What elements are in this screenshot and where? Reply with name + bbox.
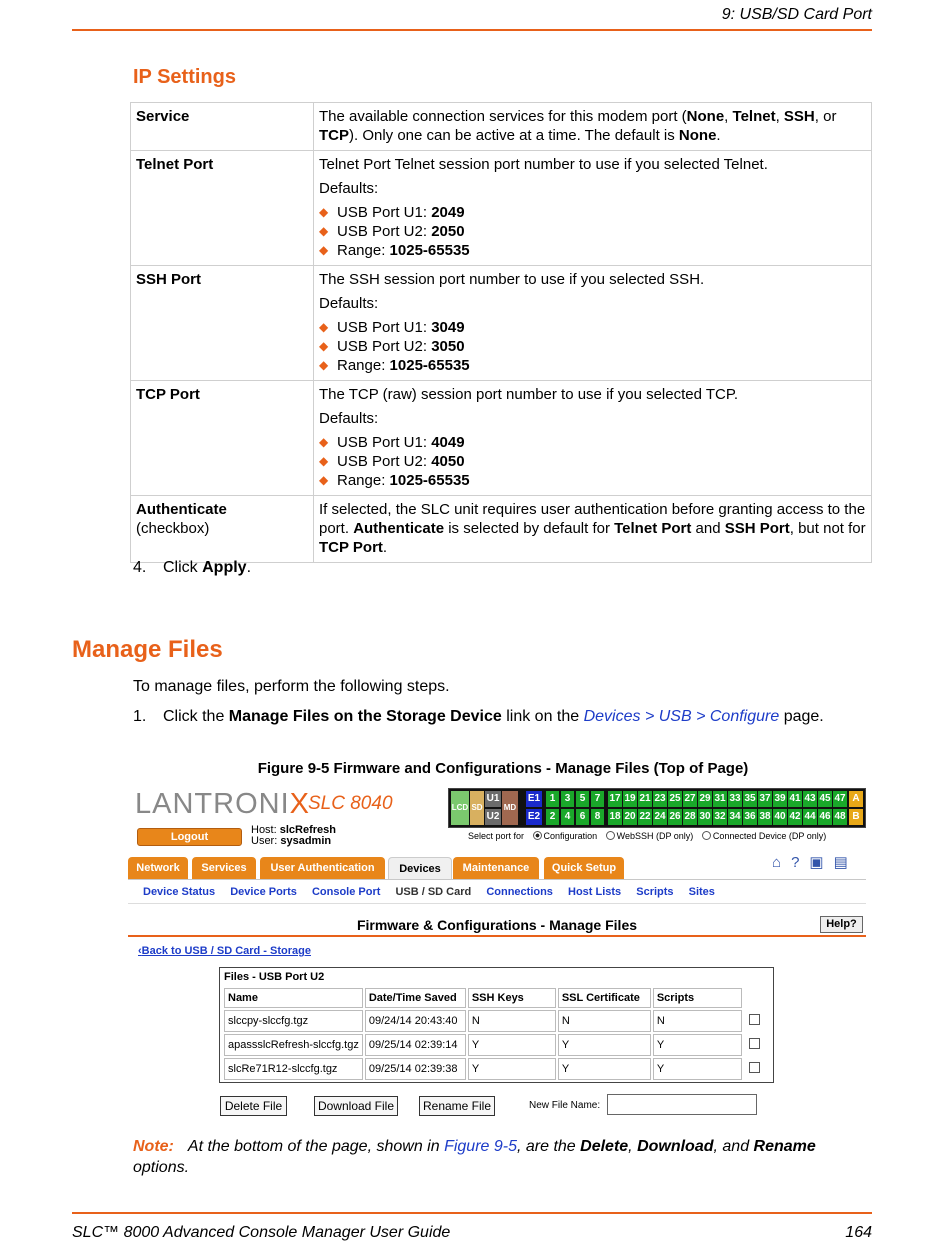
home-icon[interactable]: ⌂	[772, 854, 782, 871]
port-31[interactable]: 31	[713, 791, 727, 807]
table-row: apassslcRefresh-slccfg.tgz 09/25/14 02:39:14 Y Y Y	[224, 1034, 766, 1056]
configure-link[interactable]: Devices > USB > Configure	[583, 708, 780, 725]
port-6[interactable]: 6	[576, 809, 589, 825]
help-button[interactable]: Help?	[820, 916, 863, 933]
port-19[interactable]: 19	[623, 791, 637, 807]
table-row	[131, 266, 872, 381]
column-header: Scripts	[653, 988, 742, 1008]
row-desc: The TCP (raw) session port number to use if you selected TCP. Defaults: ◆ USB Port U1: 4049 ◆ USB Port U2: 4050 ◆ Range: 1025-65535	[314, 381, 872, 496]
ip-settings-heading: IP Settings	[133, 66, 236, 88]
port-42[interactable]: 42	[788, 809, 802, 825]
tab-devices[interactable]: Devices	[388, 857, 452, 879]
table-row	[131, 103, 872, 151]
port-18[interactable]: 18	[608, 809, 622, 825]
model-name: SLC 8040	[308, 793, 393, 814]
row-checkbox[interactable]	[749, 1014, 760, 1025]
host-info: Host: slcRefresh User: sysadmin	[251, 824, 336, 847]
port-7[interactable]: 7	[591, 791, 604, 807]
tab-user-authentication[interactable]: User Authentication	[260, 857, 385, 879]
row-desc: The available connection services for this modem port (None, Telnet, SSH, or TCP). Only one can be active at a time. The default is None.	[314, 103, 872, 151]
port-3[interactable]: 3	[561, 791, 574, 807]
port-5[interactable]: 5	[576, 791, 589, 807]
port-46[interactable]: 46	[818, 809, 832, 825]
footer-rule	[72, 1212, 872, 1214]
row-name: Authenticate	[136, 501, 227, 518]
row-desc: The SSH session port number to use if you selected SSH. Defaults: ◆ USB Port U1: 3049 ◆ USB Port U2: 3050 ◆ Range: 1025-65535	[314, 266, 872, 381]
port-22[interactable]: 22	[638, 809, 652, 825]
subnav-device-status[interactable]: Device Status	[143, 886, 216, 898]
tab-services[interactable]: Services	[192, 857, 256, 879]
intro-text: To manage files, perform the following steps.	[133, 678, 450, 695]
column-header: Date/Time Saved	[365, 988, 466, 1008]
row-name: Service	[136, 108, 190, 125]
port-48[interactable]: 48	[833, 809, 847, 825]
print-icon[interactable]: ▤	[833, 854, 848, 871]
tab-divider	[128, 879, 866, 880]
port-40[interactable]: 40	[773, 809, 787, 825]
new-file-name-label: New File Name:	[529, 1100, 601, 1111]
figure-link[interactable]: Figure 9-5	[444, 1138, 517, 1155]
title-rule	[128, 935, 866, 937]
port-36[interactable]: 36	[743, 809, 757, 825]
subnav-scripts[interactable]: Scripts	[636, 886, 674, 898]
port-sd[interactable]: SD	[470, 791, 484, 825]
header-rule	[72, 29, 872, 31]
list-item: ◆ USB Port U2: 3050	[319, 337, 866, 356]
manage-files-heading: Manage Files	[72, 636, 223, 663]
port-md[interactable]: MD	[502, 791, 518, 825]
port-21[interactable]: 21	[638, 791, 652, 807]
help-icon[interactable]: ?	[791, 854, 800, 871]
subnav-sites[interactable]: Sites	[688, 886, 715, 898]
note: Note: At the bottom of the page, shown in Figure 9-5, are the Delete, Download, and Rename options.	[133, 1138, 816, 1176]
port-33[interactable]: 33	[728, 791, 742, 807]
port-43[interactable]: 43	[803, 791, 817, 807]
radio-configuration[interactable]	[533, 831, 542, 840]
port-8[interactable]: 8	[591, 809, 604, 825]
table-row: slcRe71R12-slccfg.tgz 09/25/14 02:39:38 Y Y Y	[224, 1058, 766, 1080]
table-row: Authenticate (checkbox) If selected, the SLC unit requires user authentication before granting access to the port. Authenticate is selected by default for Telnet Port and SSH Port, but not for TCP Port.	[131, 496, 872, 563]
column-header: SSH Keys	[468, 988, 556, 1008]
port-grid	[448, 788, 866, 828]
row-desc: Telnet Port Telnet session port number to use if you selected Telnet. Defaults: ◆ USB Port U1: 2049 ◆ USB Port U2: 2050 ◆ Range: 1025-65535	[314, 151, 872, 266]
port-39[interactable]: 39	[773, 791, 787, 807]
port-27[interactable]: 27	[683, 791, 697, 807]
tab-maintenance[interactable]: Maintenance	[453, 857, 539, 879]
download-file-button[interactable]: Download File	[314, 1096, 398, 1116]
logout-button[interactable]: Logout	[137, 828, 242, 846]
delete-file-button[interactable]: Delete File	[220, 1096, 287, 1116]
port-a[interactable]: A	[849, 791, 863, 807]
row-checkbox[interactable]	[749, 1062, 760, 1073]
page-number: 164	[845, 1224, 872, 1241]
table-row	[131, 151, 872, 266]
port-20[interactable]: 20	[623, 809, 637, 825]
port-e2[interactable]: E2	[526, 809, 542, 825]
list-item: ◆ USB Port U1: 4049	[319, 433, 866, 452]
list-item: ◆ USB Port U1: 2049	[319, 203, 866, 222]
new-file-name-input[interactable]	[607, 1094, 757, 1115]
row-name: TCP Port	[136, 386, 200, 403]
subnav-device-ports[interactable]: Device Ports	[230, 886, 297, 898]
port-34[interactable]: 34	[728, 809, 742, 825]
port-u2[interactable]: U2	[485, 809, 501, 825]
port-41[interactable]: 41	[788, 791, 802, 807]
table-row	[131, 381, 872, 496]
row-desc: If selected, the SLC unit requires user authentication before granting access to the port. Authenticate is selected by default for Telnet Port and SSH Port, but not for TCP Port.	[314, 496, 872, 563]
port-37[interactable]: 37	[758, 791, 772, 807]
list-item: ◆ Range: 1025-65535	[319, 356, 866, 375]
select-port-for: Select port for Configuration WebSSH (DP only) Connected Device (DP only)	[468, 831, 827, 841]
list-item: ◆ USB Port U1: 3049	[319, 318, 866, 337]
subnav-console-port[interactable]: Console Port	[311, 886, 381, 898]
port-4[interactable]: 4	[561, 809, 574, 825]
files-table	[222, 986, 768, 1082]
step-1: 1. Click the Manage Files on the Storage Device link on the Devices > USB > Configure page.	[133, 708, 824, 725]
port-30[interactable]: 30	[698, 809, 712, 825]
tab-network[interactable]: Network	[128, 857, 188, 879]
list-item: ◆ USB Port U2: 4050	[319, 452, 866, 471]
files-title: Files - USB Port U2	[224, 971, 325, 983]
ip-settings-table	[130, 102, 872, 563]
port-28[interactable]: 28	[683, 809, 697, 825]
port-32[interactable]: 32	[713, 809, 727, 825]
port-26[interactable]: 26	[668, 809, 682, 825]
table-header-row	[224, 988, 766, 1008]
page-title: Firmware & Configurations - Manage Files	[356, 917, 638, 933]
port-35[interactable]: 35	[743, 791, 757, 807]
row-name: Telnet Port	[136, 156, 214, 173]
radio-webssh[interactable]	[606, 831, 615, 840]
port-45[interactable]: 45	[818, 791, 832, 807]
step-apply: 4. Click Apply.	[133, 559, 252, 576]
tab-quick-setup[interactable]: Quick Setup	[544, 857, 624, 879]
port-lcd[interactable]: LCD	[451, 791, 469, 825]
port-u1[interactable]: U1	[485, 791, 501, 807]
column-header: SSL Certificate	[558, 988, 651, 1008]
column-header: Name	[224, 988, 363, 1008]
list-item: ◆ Range: 1025-65535	[319, 471, 866, 490]
port-e1[interactable]: E1	[526, 791, 542, 807]
table-row: slccpy-slccfg.tgz 09/24/14 20:43:40 N N N	[224, 1010, 766, 1032]
lantronix-logo: LANTRONIX	[135, 788, 310, 820]
port-2[interactable]: 2	[546, 809, 559, 825]
row-name: SSH Port	[136, 271, 202, 288]
chapter-header: 9: USB/SD Card Port	[721, 6, 872, 23]
radio-connected-device[interactable]	[702, 831, 711, 840]
list-item: ◆ Range: 1025-65535	[319, 241, 866, 260]
port-25[interactable]: 25	[668, 791, 682, 807]
toolbar-icons	[772, 853, 858, 871]
port-38[interactable]: 38	[758, 809, 772, 825]
port-44[interactable]: 44	[803, 809, 817, 825]
row-checkbox[interactable]	[749, 1038, 760, 1049]
port-24[interactable]: 24	[653, 809, 667, 825]
rename-file-button[interactable]: Rename File	[419, 1096, 495, 1116]
sub-navigation	[143, 886, 727, 898]
figure-caption: Figure 9-5 Firmware and Configurations - Manage Files (Top of Page)	[257, 760, 749, 777]
footer-title: SLC™ 8000 Advanced Console Manager User Guide	[72, 1224, 451, 1241]
port-47[interactable]: 47	[833, 791, 847, 807]
back-link[interactable]: ‹Back to USB / SD Card - Storage	[138, 945, 311, 957]
subnav-connections[interactable]: Connections	[486, 886, 553, 898]
subnav-host-lists[interactable]: Host Lists	[568, 886, 622, 898]
port-b[interactable]: B	[849, 809, 863, 825]
subnav-usb-sd-card[interactable]: USB / SD Card	[395, 886, 472, 898]
port-23[interactable]: 23	[653, 791, 667, 807]
subnav-divider	[128, 903, 866, 904]
port-17[interactable]: 17	[608, 791, 622, 807]
sitemap-icon[interactable]: ▣	[809, 854, 824, 871]
list-item: ◆ USB Port U2: 2050	[319, 222, 866, 241]
port-29[interactable]: 29	[698, 791, 712, 807]
port-1[interactable]: 1	[546, 791, 559, 807]
